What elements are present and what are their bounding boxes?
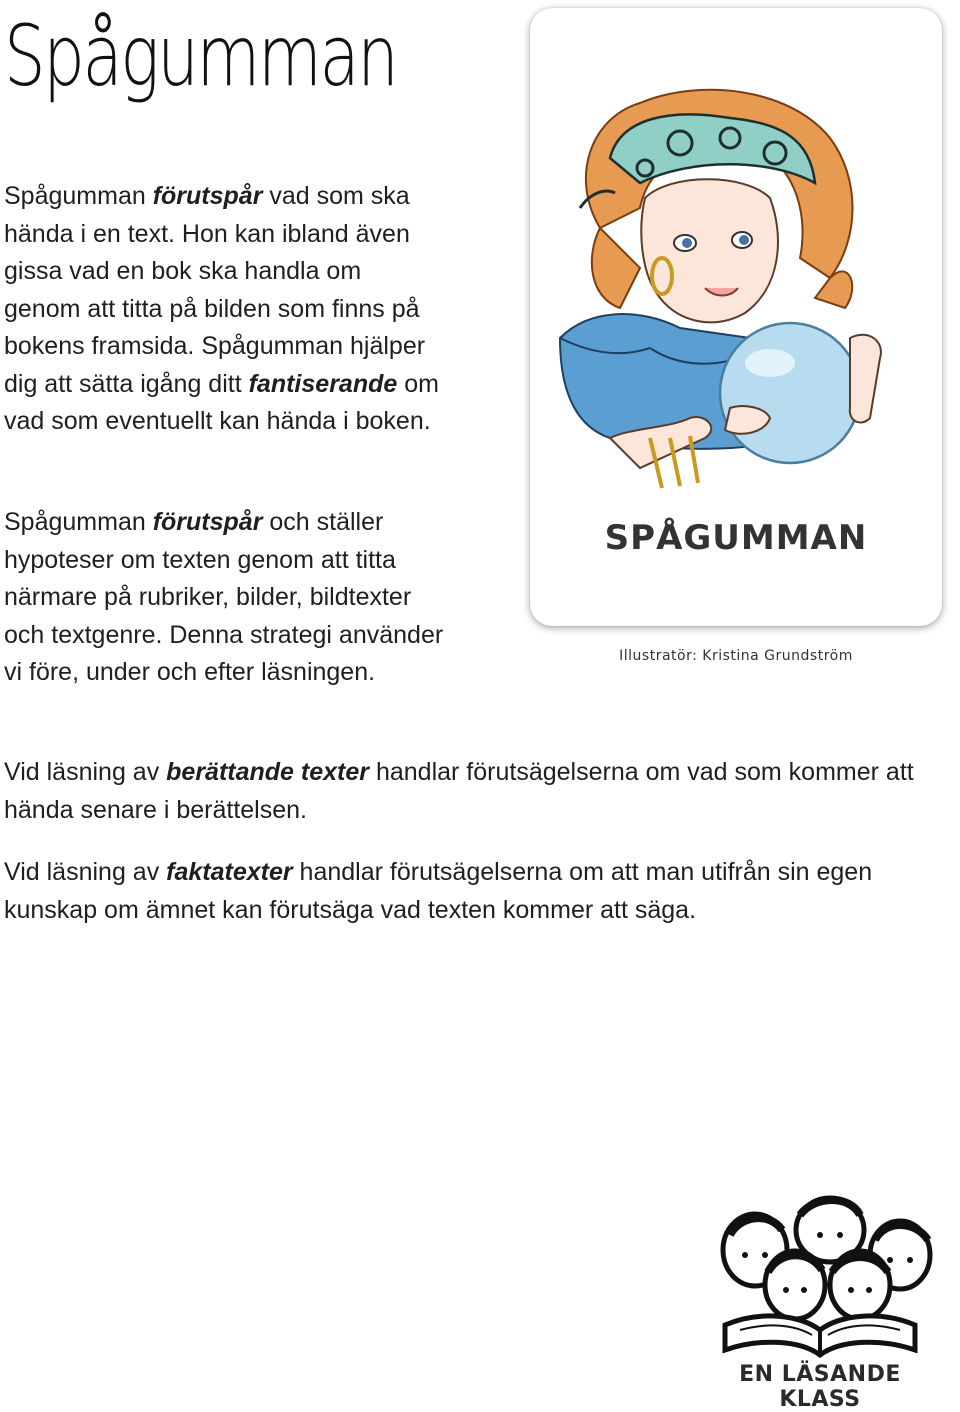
emphasis-forutspar: förutspår	[152, 182, 263, 210]
emphasis-berattande-texter: berättande texter	[166, 758, 370, 786]
narrative-texts-paragraph	[4, 754, 924, 829]
page-title: Spågumman	[4, 7, 397, 105]
logo	[700, 1190, 940, 1412]
text: Spågumman	[4, 182, 153, 210]
text: Vid läsning av	[4, 758, 167, 786]
intro-paragraph	[4, 178, 444, 441]
text: handlar förutsägelserna om att man utifrån sin egen kunskap om ämnet kan förutsäga vad texten kommer att säga.	[4, 858, 873, 924]
card-label: SPÅGUMMAN	[604, 518, 868, 558]
fortune-teller-illustration-icon	[530, 8, 942, 508]
fact-texts-paragraph	[4, 854, 924, 929]
text: Spågumman	[4, 508, 153, 536]
reading-children-logo-icon	[700, 1190, 940, 1360]
text: vad som ska hända i en text. Hon kan ibland även gissa vad en bok ska handla om genom att titta på bilden som finns på bokens framsida. Spågumman hjälper dig att sätta igång ditt	[4, 182, 426, 398]
logo-text: EN LÄSANDE KLASS	[739, 1362, 901, 1412]
emphasis-forutspar: förutspår	[152, 508, 263, 536]
strategy-card	[530, 8, 942, 626]
strategy-paragraph	[4, 504, 444, 692]
text: Vid läsning av	[4, 858, 167, 886]
text: handlar förutsägelserna om vad som kommer att hända senare i berättelsen.	[4, 758, 914, 824]
text: och ställer hypoteser om texten genom att titta närmare på rubriker, bilder, bildtexter och textgenre. Denna strategi använder vi före, under och efter läsningen.	[4, 508, 444, 686]
text: om vad som eventuellt kan hända i boken.	[4, 369, 439, 435]
emphasis-fantiserande: fantiserande	[248, 369, 398, 398]
illustrator-credit: Illustratör: Kristina Grundström	[619, 648, 853, 664]
emphasis-faktatexter: faktatexter	[166, 858, 293, 886]
